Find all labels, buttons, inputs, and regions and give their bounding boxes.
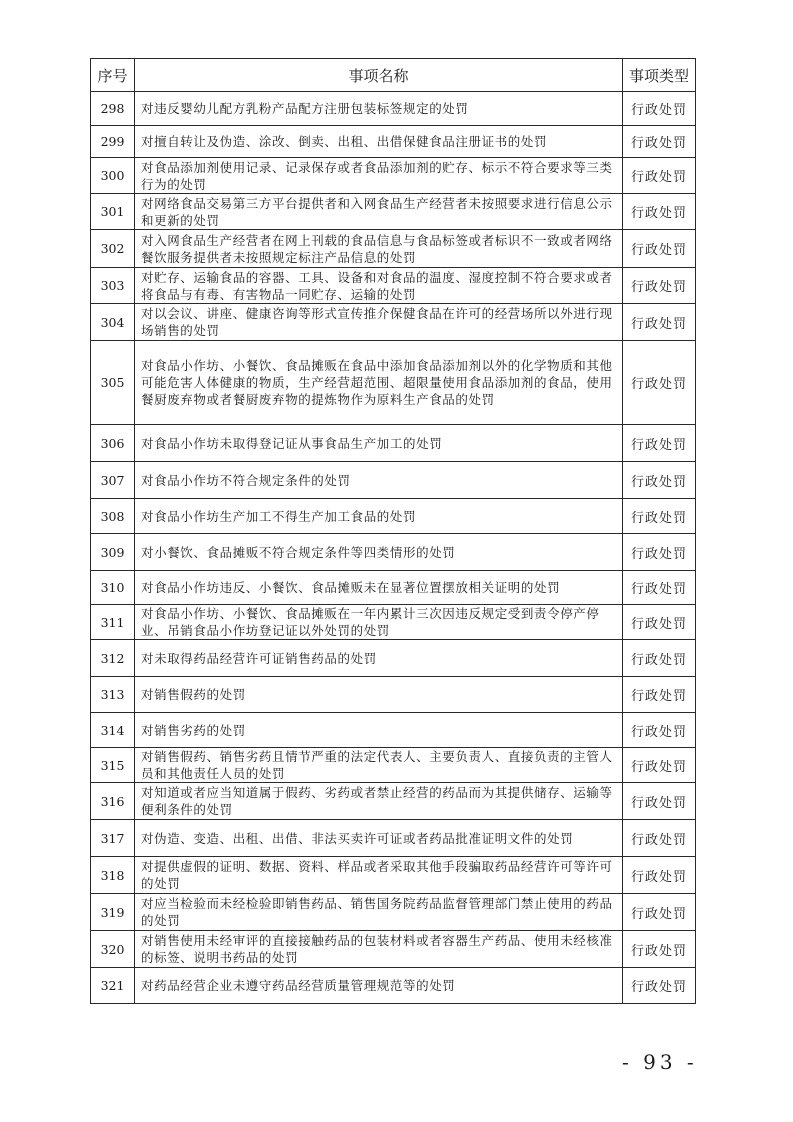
row-item-name: 对小餐饮、食品摊贩不符合规定条件等四类情形的处罚	[135, 534, 623, 571]
table-row	[91, 931, 696, 968]
row-serial-number: 302	[91, 230, 135, 268]
table-row	[91, 968, 696, 1004]
row-item-name: 对擅自转让及伪造、涂改、倒卖、出租、出借保健食品注册证书的处罚	[135, 126, 623, 158]
row-item-type: 行政处罚	[623, 425, 696, 462]
row-item-type: 行政处罚	[623, 894, 696, 931]
items-table	[90, 58, 696, 1004]
row-serial-number: 320	[91, 931, 135, 968]
row-item-type: 行政处罚	[623, 571, 696, 605]
row-item-type: 行政处罚	[623, 605, 696, 640]
row-item-type: 行政处罚	[623, 158, 696, 194]
row-serial-number: 299	[91, 126, 135, 158]
table-row	[91, 783, 696, 820]
row-serial-number: 319	[91, 894, 135, 931]
row-item-type: 行政处罚	[623, 126, 696, 158]
table-row	[91, 341, 696, 425]
row-serial-number: 308	[91, 499, 135, 534]
row-item-name: 对入网食品生产经营者在网上刊载的食品信息与食品标签或者标识不一致或者网络餐饮服务提供者未按照规定标注产品信息的处罚	[135, 230, 623, 268]
row-serial-number: 312	[91, 640, 135, 677]
row-serial-number: 300	[91, 158, 135, 194]
row-item-name: 对以会议、讲座、健康咨询等形式宣传推介保健食品在许可的经营场所以外进行现场销售的处罚	[135, 304, 623, 341]
row-item-name: 对销售假药的处罚	[135, 677, 623, 713]
row-item-name: 对知道或者应当知道属于假药、劣药或者禁止经营的药品而为其提供储存、运输等便利条件的处罚	[135, 783, 623, 820]
row-item-type: 行政处罚	[623, 534, 696, 571]
row-item-type: 行政处罚	[623, 92, 696, 126]
row-item-type: 行政处罚	[623, 640, 696, 677]
row-item-name: 对违反婴幼儿配方乳粉产品配方注册包装标签规定的处罚	[135, 92, 623, 126]
table-row	[91, 194, 696, 230]
row-serial-number: 318	[91, 857, 135, 894]
table-row	[91, 713, 696, 748]
row-item-name: 对食品小作坊生产加工不得生产加工食品的处罚	[135, 499, 623, 534]
table-row	[91, 462, 696, 499]
table-header-row	[91, 59, 696, 92]
table-row	[91, 92, 696, 126]
row-item-name: 对食品小作坊违反、小餐饮、食品摊贩未在显著位置摆放相关证明的处罚	[135, 571, 623, 605]
row-serial-number: 298	[91, 92, 135, 126]
table-row	[91, 748, 696, 783]
row-item-type: 行政处罚	[623, 820, 696, 857]
table-row	[91, 425, 696, 462]
table-row	[91, 857, 696, 894]
table-row	[91, 894, 696, 931]
row-item-type: 行政处罚	[623, 783, 696, 820]
row-serial-number: 321	[91, 968, 135, 1004]
row-item-name: 对药品经营企业未遵守药品经营质量管理规范等的处罚	[135, 968, 623, 1004]
table-row	[91, 126, 696, 158]
row-serial-number: 305	[91, 341, 135, 425]
row-item-type: 行政处罚	[623, 304, 696, 341]
row-serial-number: 310	[91, 571, 135, 605]
row-serial-number: 313	[91, 677, 135, 713]
table-row	[91, 304, 696, 341]
row-item-type: 行政处罚	[623, 499, 696, 534]
page-number: - 93 -	[622, 1050, 698, 1074]
row-serial-number: 314	[91, 713, 135, 748]
row-item-name: 对食品小作坊未取得登记证从事食品生产加工的处罚	[135, 425, 623, 462]
row-item-name: 对网络食品交易第三方平台提供者和入网食品生产经营者未按照要求进行信息公示和更新的处罚	[135, 194, 623, 230]
row-item-type: 行政处罚	[623, 230, 696, 268]
row-item-type: 行政处罚	[623, 462, 696, 499]
row-serial-number: 311	[91, 605, 135, 640]
table-row	[91, 571, 696, 605]
header-item-type: 事项类型	[623, 59, 696, 92]
row-item-type: 行政处罚	[623, 857, 696, 894]
table-row	[91, 230, 696, 268]
row-item-name: 对贮存、运输食品的容器、工具、设备和对食品的温度、湿度控制不符合要求或者将食品与有毒、有害物品一同贮存、运输的处罚	[135, 268, 623, 304]
row-item-name: 对食品小作坊、小餐饮、食品摊贩在一年内累计三次因违反规定受到责令停产停业、吊销食品小作坊登记证以外处罚的处罚	[135, 605, 623, 640]
row-serial-number: 316	[91, 783, 135, 820]
table-row	[91, 820, 696, 857]
table-row	[91, 640, 696, 677]
row-item-name: 对食品添加剂使用记录、记录保存或者食品添加剂的贮存、标示不符合要求等三类行为的处罚	[135, 158, 623, 194]
row-item-name: 对伪造、变造、出租、出借、非法买卖许可证或者药品批准证明文件的处罚	[135, 820, 623, 857]
header-serial-number: 序号	[91, 59, 135, 92]
row-item-name: 对食品小作坊不符合规定条件的处罚	[135, 462, 623, 499]
row-item-type: 行政处罚	[623, 713, 696, 748]
row-serial-number: 315	[91, 748, 135, 783]
row-item-type: 行政处罚	[623, 748, 696, 783]
row-serial-number: 307	[91, 462, 135, 499]
table-row	[91, 158, 696, 194]
table-row	[91, 534, 696, 571]
row-item-name: 对提供虚假的证明、数据、资料、样品或者采取其他手段骗取药品经营许可等许可的处罚	[135, 857, 623, 894]
row-item-type: 行政处罚	[623, 677, 696, 713]
row-serial-number: 309	[91, 534, 135, 571]
row-item-name: 对食品小作坊、小餐饮、食品摊贩在食品中添加食品添加剂以外的化学物质和其他可能危害人体健康的物质，生产经营超范围、超限量使用食品添加剂的食品，使用餐厨废弃物或者餐厨废弃物的提炼物作为原料生产食品的处罚	[135, 341, 623, 425]
table-row	[91, 268, 696, 304]
row-item-type: 行政处罚	[623, 341, 696, 425]
row-item-type: 行政处罚	[623, 194, 696, 230]
row-item-name: 对应当检验而未经检验即销售药品、销售国务院药品监督管理部门禁止使用的药品的处罚	[135, 894, 623, 931]
row-serial-number: 304	[91, 304, 135, 341]
row-item-name: 对销售劣药的处罚	[135, 713, 623, 748]
row-item-name: 对销售使用未经审评的直接接触药品的包装材料或者容器生产药品、使用未经核准的标签、说明书药品的处罚	[135, 931, 623, 968]
table-body	[91, 92, 696, 1004]
row-serial-number: 306	[91, 425, 135, 462]
row-serial-number: 301	[91, 194, 135, 230]
header-item-name: 事项名称	[135, 59, 623, 92]
row-item-type: 行政处罚	[623, 268, 696, 304]
row-serial-number: 303	[91, 268, 135, 304]
table-row	[91, 605, 696, 640]
row-serial-number: 317	[91, 820, 135, 857]
row-item-type: 行政处罚	[623, 968, 696, 1004]
table-row	[91, 677, 696, 713]
row-item-type: 行政处罚	[623, 931, 696, 968]
table-row	[91, 499, 696, 534]
row-item-name: 对未取得药品经营许可证销售药品的处罚	[135, 640, 623, 677]
row-item-name: 对销售假药、销售劣药且情节严重的法定代表人、主要负责人、直接负责的主管人员和其他责任人员的处罚	[135, 748, 623, 783]
